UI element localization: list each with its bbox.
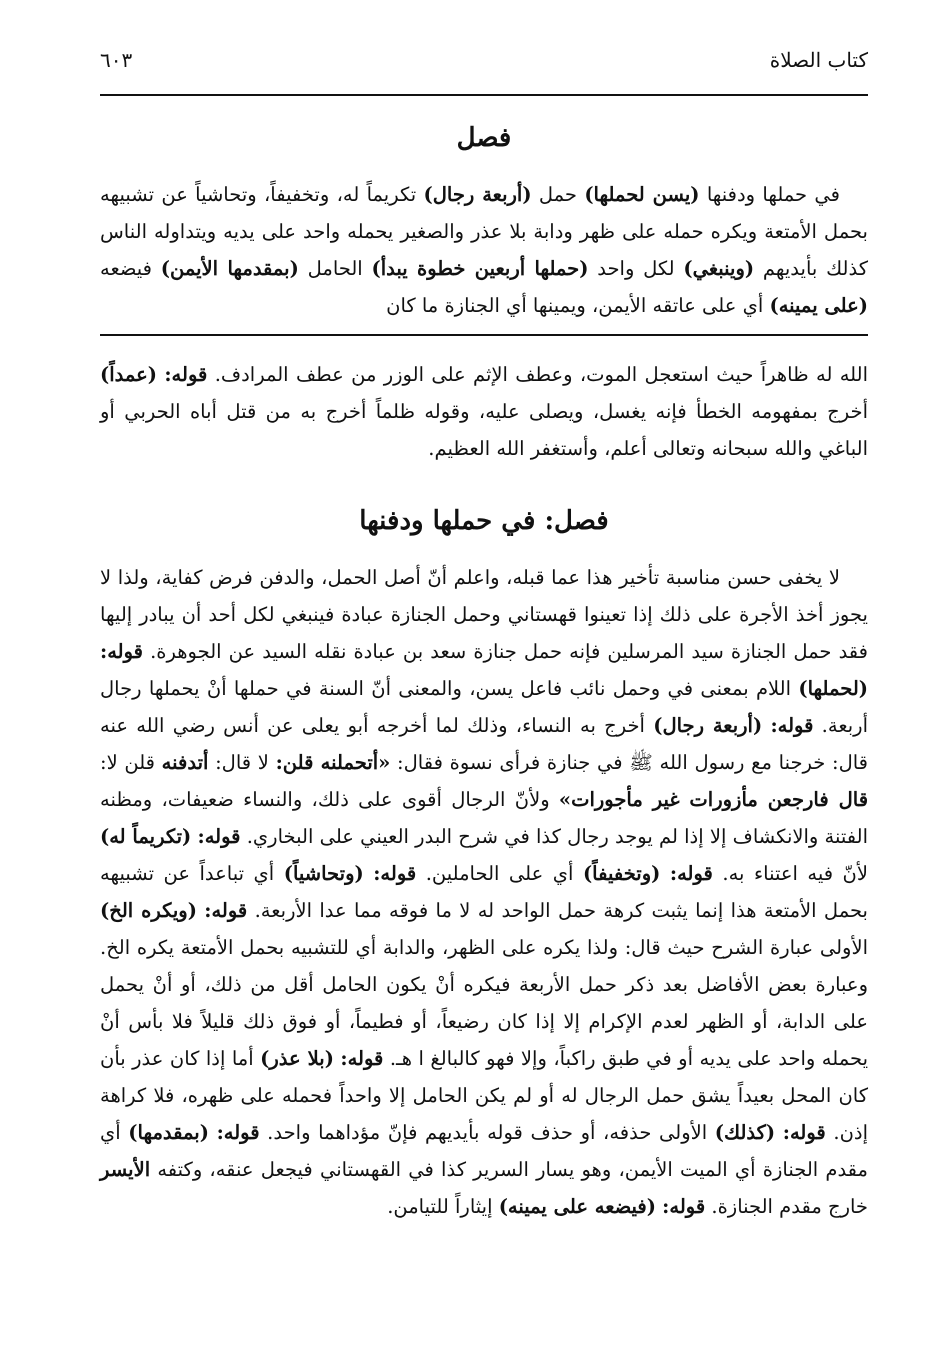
commentary-runs xyxy=(100,566,868,1218)
text-run: قلن لا: xyxy=(100,751,162,774)
bold-text-run: «أتحملنه قلن: xyxy=(275,751,391,774)
text-run: لكل واحد xyxy=(588,257,684,280)
text-run: فيضعه xyxy=(100,257,161,280)
commentary-top-runs xyxy=(100,363,868,460)
bold-text-run: (وتحاشياً) xyxy=(283,862,364,885)
bold-text-run: (حملها أربعين خطوة يبدأ) xyxy=(371,257,589,280)
chapter-title: كتاب الصلاة xyxy=(769,48,868,72)
main-text-runs xyxy=(100,183,868,317)
bold-text-run: (وتخفيفاً) xyxy=(582,862,661,885)
text-run: أي على الحاملين. xyxy=(416,862,583,885)
text-run: تكريماً له، وتخفيفاً، وتحاشياً عن تشبيهه بحمل الأمتعة ويكره حمله على ظهر ودابة بلا عذر والصغير يحمله واحد على يديه ويتداوله الناس كذلك بأيديهم xyxy=(100,183,868,280)
bold-text-run: (بلا عذر) xyxy=(260,1047,334,1070)
bold-text-run: (عمداً) xyxy=(100,363,158,386)
text-run xyxy=(775,1121,783,1144)
main-text-paragraph xyxy=(100,176,868,324)
text-run: في حملها ودفنها xyxy=(699,183,840,206)
main-section-title: فصل xyxy=(456,123,512,153)
bold-text-run: قوله: xyxy=(164,363,208,386)
commentary-section-title: فصل: في حملها ودفنها xyxy=(359,506,609,536)
bold-text-run: الأيسر xyxy=(100,1158,151,1181)
text-run: الأولى حذفه، أو حذف قوله بأيديهم فإنّ مؤداهما واحد. xyxy=(259,1121,715,1144)
bold-text-run: (يسن لحملها) xyxy=(584,183,700,206)
bold-text-run: (كذلك) xyxy=(714,1121,776,1144)
bold-text-run: (ويكره الخ) xyxy=(100,899,197,922)
bold-text-run: (لحملها) xyxy=(798,677,868,700)
bold-text-run: (على يمينه) xyxy=(769,294,868,317)
bold-text-run: قوله: xyxy=(340,1047,384,1070)
text-run: خارج مقدم الجنازة. xyxy=(705,1195,868,1218)
text-run: ولأنّ الرجال أقوى على ذلك، والنساء ضعيفات، ومظنه الفتنة والانكشاف إلا إذا لم يوجد رجال كذا في شرح البدر العيني على البخاري. xyxy=(100,788,868,848)
bold-text-run: (تكريماً له) xyxy=(100,825,192,848)
text-run xyxy=(209,1121,217,1144)
text-run xyxy=(660,862,670,885)
bold-text-run: قوله: xyxy=(197,825,241,848)
text-run: الأولى عبارة الشرح حيث قال: ولذا يكره على الظهر، والدابة أي للتشبيه بحمل الأمتعة يكره الخ. وعبارة بعض الأفاضل بعد ذكر حمل الأربعة فيكره أنْ يكون الحامل أقل من ذلك، أو أنْ يحمل على الدابة، أو الظهر لعدم الإكرام إلا إذا كان رضيعاً، أو فطيماً، أو فوق ذلك قليلاً فلا بأس أنْ يحمله واحد على يديه أو في طبق راكباً، وإلا فهو كالبالغ ا هـ. xyxy=(100,936,868,1070)
header-rule xyxy=(100,94,868,96)
bold-text-run: أتدفنه xyxy=(161,751,209,774)
bold-text-run: قال فارجعن مأزورات غير مأجورات» xyxy=(558,788,869,811)
bold-text-run: قوله: xyxy=(770,714,814,737)
text-run: الله له ظاهراً حيث استعجل الموت، وعطف الإثم على الوزر من عطف المرادف. xyxy=(207,363,868,386)
bold-text-run: قوله: xyxy=(100,640,143,663)
text-run xyxy=(364,862,374,885)
bold-text-run: (أربعة رجال) xyxy=(653,714,763,737)
bold-text-run: قوله: xyxy=(204,899,248,922)
text-run: أي تباعداً عن تشبيهه بحمل الأمتعة هذا إنما يثبت كرهة حمل الواحد له لا ما فوقه مما عدا الأربعة. xyxy=(100,862,868,922)
page-number: ٦٠٣ xyxy=(100,48,133,72)
text-run: لا يخفى حسن مناسبة تأخير هذا عما قبله، واعلم أنّ أصل الحمل، والدفن فرض كفاية، ولذا لا يجوز أخذ الأجرة على ذلك إذا تعينوا قهستاني وحمل الجنازة عبادة فينبغي لكل أحد أن يبادر إليها فقد حمل الجنازة سيد المرسلين فإنه حمل جنازة سعد بن عبادة نقله السيد عن الجوهرة. xyxy=(100,566,868,663)
book-page xyxy=(100,38,868,1338)
bold-text-run: قوله: xyxy=(216,1121,260,1144)
text-run: لأنّ فيه اعتناء به. xyxy=(712,862,868,885)
bold-text-run: قوله: xyxy=(373,862,417,885)
bold-text-run: قوله: xyxy=(782,1121,826,1144)
text-run: أي مقدم الجنازة أي الميت الأيمن، وهو يسار السرير كذا في القهستاني فيجعل عنقه، وكتفه xyxy=(100,1121,868,1181)
bold-text-run: (وينبغي) xyxy=(683,257,755,280)
text-run: أي على عاتقه الأيمن، ويمينها أي الجنازة ما كان xyxy=(386,294,770,317)
text-run: أخرج به النساء، وذلك لما أخرجه أبو يعلى عن أنس رضي الله عنه قال: خرجنا مع رسول الله ﷺ في جنازة فرأى نسوة فقال: xyxy=(100,714,869,774)
text-commentary-divider xyxy=(100,334,868,336)
text-run: أخرج بمفهومه الخطأ فإنه يغسل، ويصلى عليه، وقوله ظلماً أخرج به من قتل أباه الحربي أو الباغي والله سبحانه وتعالى أعلم، وأستغفر الله العظيم. xyxy=(100,400,868,460)
text-run: اللام بمعنى في وحمل نائب فاعل يسن، والمعنى أنّ السنة في حملها أنْ يحملها رجال أربعة. xyxy=(100,677,868,737)
bold-text-run: قوله: xyxy=(669,862,713,885)
commentary-paragraph xyxy=(100,559,868,1225)
text-run: أما إذا كان عذر بأن كان المحل بعيداً يشق حمل الرجال له أو لم يكن الحامل إلا واحداً فحمله على ظهره، فلا كراهة إذن. xyxy=(100,1047,868,1144)
commentary-top-paragraph xyxy=(100,356,868,467)
bold-text-run: (أربعة رجال) xyxy=(423,183,532,206)
text-run: لا قال: xyxy=(208,751,276,774)
bold-text-run: (بمقدمها الأيمن) xyxy=(160,257,299,280)
bold-text-run: (فيضعه على يمينه) xyxy=(498,1195,656,1218)
text-run: الحامل xyxy=(298,257,372,280)
bold-text-run: (بمقدمها) xyxy=(128,1121,209,1144)
running-header xyxy=(100,38,868,82)
bold-text-run: قوله: xyxy=(662,1195,706,1218)
text-run: إيثاراً للتيامن. xyxy=(387,1195,499,1218)
text-run: حمل xyxy=(531,183,585,206)
